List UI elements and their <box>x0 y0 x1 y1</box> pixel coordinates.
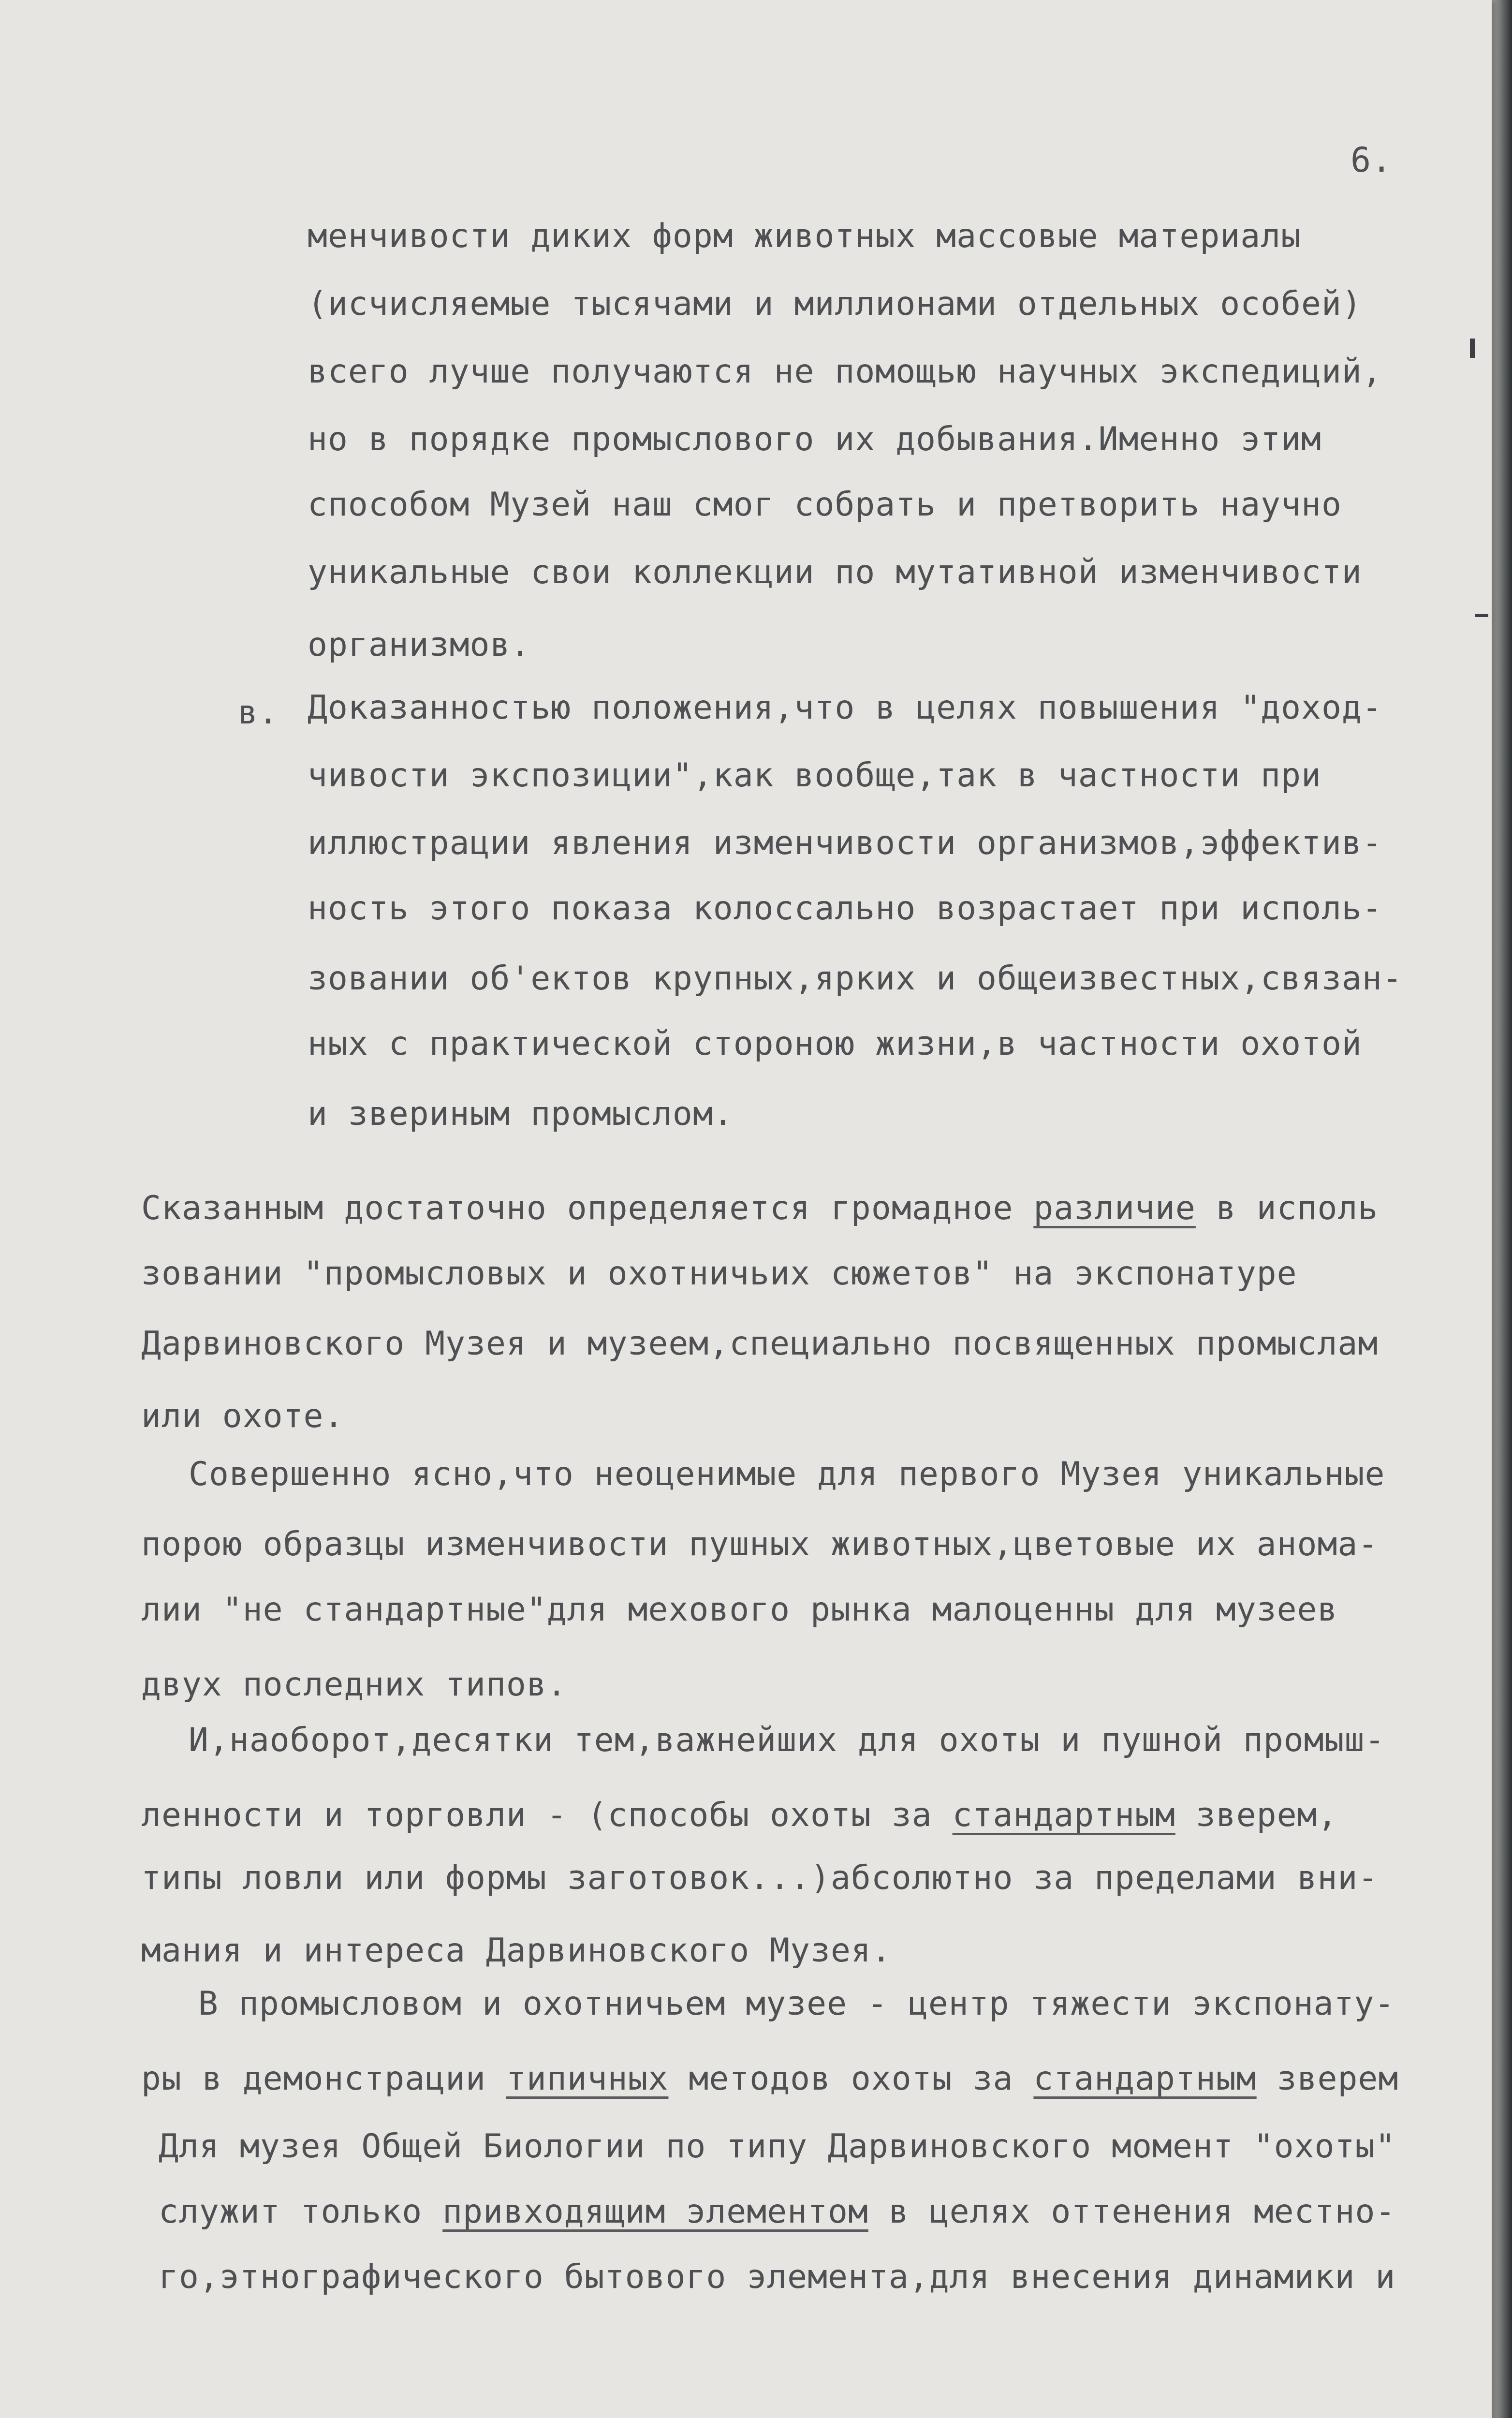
margin-mark <box>1470 339 1475 358</box>
text-line: служит только привходящим элементом в целях оттенения местно- <box>159 2193 1396 2231</box>
text-line: менчивости диких форм животных массовые материалы <box>308 217 1302 255</box>
text-line: типы ловли или формы заготовок...)абсолютно за пределами вни- <box>141 1859 1379 1897</box>
text-line: го,этнографического бытового элемента,для внесения динамики и <box>159 2258 1396 2296</box>
underlined-word: стандартным <box>952 1796 1175 1834</box>
text-line: способом Музей наш смог собрать и претворить научно <box>308 486 1342 524</box>
text-line: лии "не стандартные"для мехового рынка малоценны для музеев <box>141 1591 1338 1629</box>
text-line: но в порядке промыслового их добывания.Именно этим <box>308 420 1321 458</box>
text-line: Сказанным достаточно определяется громадное различие в исполь <box>141 1189 1379 1227</box>
list-item-marker: в. <box>238 693 279 732</box>
underlined-word: типичных <box>506 2060 669 2098</box>
text-line: мания и интереса Дарвиновского Музея. <box>141 1931 892 1970</box>
text-line: всего лучше получаются не помощью научных экспедиций, <box>308 353 1382 391</box>
text-line: порою образцы изменчивости пушных животных,цветовые их анома- <box>141 1525 1379 1563</box>
underlined-phrase: привходящим элементом <box>442 2193 868 2231</box>
text-line: (исчисляемые тысячами и миллионами отдельных особей) <box>308 285 1362 323</box>
text-line: или охоте. <box>141 1397 344 1435</box>
text-line: В промысловом и охотничьем музее - центр тяжести экспонату- <box>198 1985 1395 2023</box>
text-line: двух последних типов. <box>141 1666 567 1704</box>
text-line: организмов. <box>308 626 531 664</box>
text-line: ных с практической стороною жизни,в частности охотой <box>308 1025 1362 1063</box>
text-line: уникальные свои коллекции по мутативной изменчивости <box>308 553 1362 591</box>
text-line: чивости экспозиции",как вообще,так в частности при <box>308 756 1321 795</box>
text-line: ленности и торговли - (способы охоты за стандартным зверем, <box>141 1796 1338 1834</box>
text-line: Дарвиновского Музея и музеем,специально посвященных промыслам <box>141 1325 1379 1363</box>
text-line: Для музея Общей Биологии по типу Дарвиновского момент "охоты" <box>159 2127 1396 2166</box>
page-number: 6. <box>1351 140 1393 180</box>
underlined-word: различие <box>1033 1189 1196 1227</box>
underlined-word: стандартным <box>1033 2060 1257 2098</box>
text-line: Совершенно ясно,что неоценимые для первого Музея уникальные <box>189 1455 1385 1493</box>
text-line: зовании об'ектов крупных,ярких и общеизвестных,связан- <box>308 959 1403 998</box>
text-line: ры в демонстрации типичных методов охоты за стандартным зверем <box>141 2060 1399 2098</box>
text-line: и звериным промыслом. <box>308 1095 734 1133</box>
text-line: зовании "промысловых и охотничьих сюжетов" на экспонатуре <box>141 1254 1297 1293</box>
text-line: иллюстрации явления изменчивости организмов,эффектив- <box>308 824 1382 862</box>
text-line: ность этого показа колоссально возрастает при исполь- <box>308 889 1382 928</box>
text-line: Доказанностью положения,что в целях повышения "доход- <box>308 689 1382 727</box>
margin-mark <box>1475 614 1488 617</box>
text-line: И,наоборот,десятки тем,важнейших для охоты и пушной промыш- <box>189 1721 1385 1759</box>
